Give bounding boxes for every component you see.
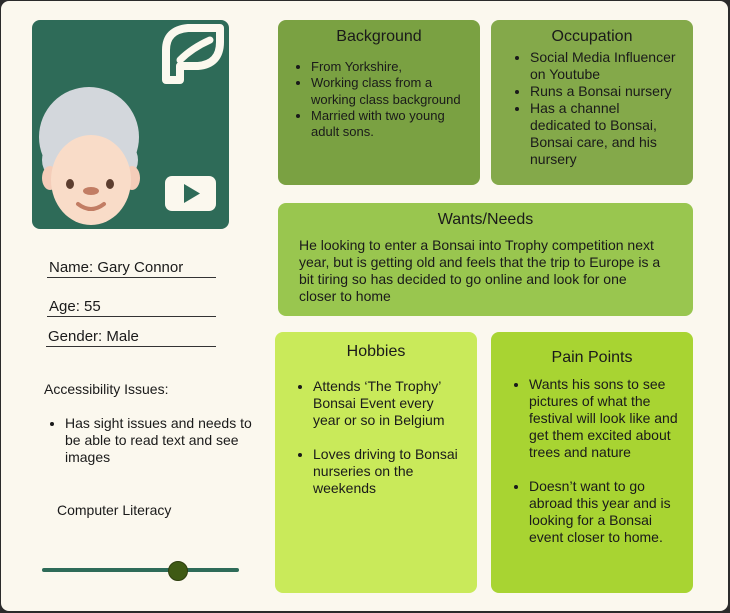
pain-points-title: Pain Points (551, 349, 633, 366)
pain-points-list (491, 376, 693, 546)
accessibility-title: Accessibility Issues: (44, 381, 169, 397)
wants-needs-title: Wants/Needs (437, 211, 534, 228)
hobbies-list (275, 378, 477, 497)
background-title: Background (336, 28, 422, 45)
pain-points-card (491, 332, 693, 593)
wants-needs-card (278, 203, 693, 316)
persona-page (1, 1, 728, 611)
background-item: • From Yorkshire, (311, 59, 462, 75)
occupation-item: • Social Media Influencer on Youtube (530, 49, 683, 83)
age-field (47, 298, 216, 317)
computer-literacy-label: Computer Literacy (57, 502, 172, 518)
occupation-item: • Runs a Bonsai nursery (530, 83, 683, 100)
occupation-item: • Has a channel dedicated to Bonsai, Bonsai care, and his nursery (530, 100, 683, 168)
occupation-card (491, 20, 693, 185)
gender-field (46, 328, 216, 347)
name-field (47, 259, 216, 278)
background-list (278, 59, 480, 140)
accessibility-list (45, 415, 260, 466)
pain-points-item: • Wants his sons to see pictures of what the festival will look like and get them excited about trees and nature (529, 376, 679, 461)
youtube-play-icon (165, 176, 216, 211)
hobbies-item: • Attends ‘The Trophy’ Bonsai Event every year or so in Belgium (313, 378, 459, 429)
background-item: • Working class from a working class background (311, 75, 462, 108)
gender-label: Gender: Male (48, 328, 139, 345)
leaf-logo-icon (166, 28, 220, 80)
hobbies-item: • Loves driving to Bonsai nurseries on the weekends (313, 446, 459, 497)
avatar-card (32, 20, 229, 229)
accessibility-item: • Has sight issues and needs to be able to read text and see images (65, 415, 260, 466)
name-label: Name: Gary Connor (49, 259, 184, 276)
hobbies-card (275, 332, 477, 593)
computer-literacy-slider-knob[interactable] (168, 561, 188, 581)
computer-literacy-slider-track[interactable] (42, 568, 239, 572)
background-card (278, 20, 480, 185)
pain-points-item: • Doesn’t want to go abroad this year and is looking for a Bonsai event closer to home. (529, 478, 679, 546)
occupation-title: Occupation (551, 28, 633, 45)
occupation-list (491, 49, 693, 168)
age-label: Age: 55 (49, 298, 101, 315)
hobbies-title: Hobbies (346, 343, 406, 360)
elderly-person-avatar (39, 87, 140, 225)
wants-needs-text: He looking to enter a Bonsai into Trophy competition next year, but is getting old and feels that the trip to Europe is a bit tiring so has decided to go online and look for one closer to home (299, 237, 661, 304)
background-item: • Married with two young adult sons. (311, 108, 462, 141)
avatar-illustration (32, 20, 229, 229)
